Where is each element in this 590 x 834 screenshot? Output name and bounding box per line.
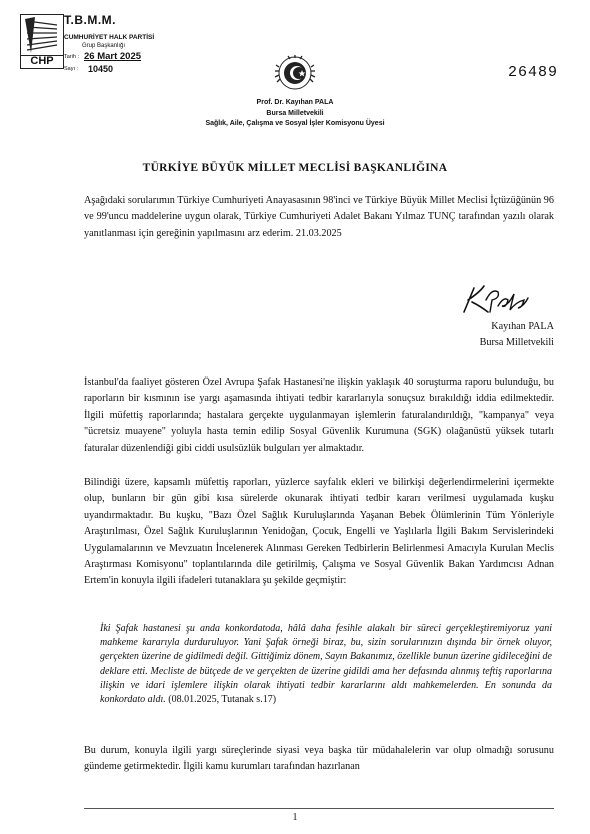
document-title: TÜRKİYE BÜYÜK MİLLET MECLİSİ BAŞKANLIĞINA <box>142 162 448 174</box>
quote-reference: (08.01.2025, Tutanak s.17) <box>168 694 277 706</box>
tbmm-emblem-icon <box>270 55 320 91</box>
stamp-group: Grup Başkanlığı <box>82 43 126 49</box>
stamp-title: T.B.M.M. <box>64 13 116 27</box>
stamp-number: 10450 <box>88 64 114 74</box>
closing-paragraph: Bu durum, konuyla ilgili yargı süreçlerinde siyasi veya başka tür müdahalelerin var olup olmadığı sorusunu gündeme getirmektedir. İlgili kamu kurumları tarafından hazırlanan <box>84 745 554 773</box>
quote-block <box>100 622 552 707</box>
author-name: Prof. Dr. Kayıhan PALA <box>256 99 334 106</box>
author-committee: Sağlık, Aile, Çalışma ve Sosyal İşler Komisyonu Üyesi <box>205 120 385 127</box>
chp-arrows-icon <box>21 15 63 55</box>
handwritten-signature <box>458 282 548 318</box>
intro-paragraph: Aşağıdaki sorularımın Türkiye Cumhuriyeti Anayasasının 98'inci ve Türkiye Büyük Millet Meclisi İçtüzüğünün 96 ve 99'uncu maddelerine uygun olarak, Türkiye Cumhuriyeti Adalet Bakanı Yılmaz TUNÇ tarafından yazılı olarak yanıtlanması için gereğinin yapılmasını arz ederim. 21.03.2025 <box>84 195 554 239</box>
author-role: Bursa Milletvekili <box>266 109 324 117</box>
signature-role: Bursa Milletvekili <box>479 337 554 348</box>
tbmm-seal <box>270 55 320 91</box>
chp-logo <box>20 14 64 56</box>
body-paragraph-1: İstanbul'da faaliyet gösteren Özel Avrupa Şafak Hastanesi'ne ilişkin yaklaşık 40 soruşturma raporu bulunduğu, bu raporların bir kısmının ise yargı aşamasında ihtiyati tedbir kararlarıyla sonuçsuz bırakıldığı iddia edilmektedir. İlgili müfettiş raporlarında; hastalara gerçekte uygulanmayan işlemlerin faturalandırıldığı, "kampanya" veya "ücretsiz muayene" yoluyla hasta temin edilip Sosyal Güvenlik Kurumuna (SGK) olağanüstü yüksek tutarlı faturalar düzenlendiği gibi ciddi usulsüzlük bulguları yer almaktadır. <box>84 377 554 454</box>
chp-label: CHP <box>20 54 64 69</box>
stamp-date: 26 Mart 2025 <box>84 51 142 62</box>
body-paragraph-2: Bilindiği üzere, kapsamlı müfettiş raporları, yüzlerce sayfalık ekleri ve bilirkişi değerlendirmelerini içermekte olup, bunların bir gün gibi kısa sürelerde okunarak ihtiyati tedbir kararı verilmesi uygulamada kuşku uyandırmaktadır. Bu kuşku, "Bazı Özel Sağlık Kuruluşlarında Yaşanan Bebek Ölümlerinin Tüm Yönleriyle Araştırılması, Özel Sağlık Kuruluşlarının Yenidoğan, Çocuk, Engelli ve Yaşlılarla İlgili Bakım Servislerindeki Uygulamalarının ve Mevzuatın İncelenerek Alınması Gereken Tedbirlerin Belirlenmesi Amacıyla Kurulan Meclis Araştırması Komisyonu" toplantılarında dile getirilmiş, Çalışma ve Sosyal Güvenlik Bakan Yardımcısı Adnan Ertem'in konuyla ilgili ifadeleri tutanaklara şu şekilde geçmiştir: <box>84 477 554 587</box>
footer-divider <box>84 808 554 809</box>
stamp-date-label: Tarih : <box>64 54 79 60</box>
quote-text: İki Şafak hastanesi şu anda konkordatoda, hâlâ daha fesihle alakalı bir süreci gerçekleştiremiyoruz yani mahkeme kararıyla durduruluyor. Yani Şafak örneği biraz, bu, sizin sorularınızın dışında bir örnek oluyor, gerçekten üzerine de gidilmedi değil. Gittiğimiz dönem, Sayın Bakanımız, özellikle bunun üzerine gidileceğini de deklare etti. Mecliste de bütçede de ve gerçekten de üzerine gidildi ama her defasında alınmış teftiş raporlarına ilişkin ve idari işlemlere ilişkin olarak ihtiyati tedbir kararlarını aldı mahkemelerden. En sonunda da konkordato aldı. <box>100 623 552 706</box>
page-number: 1 <box>292 812 298 823</box>
stamp-party: CUMHURİYET HALK PARTİSİ <box>64 34 155 41</box>
document-number: 26489 <box>508 64 559 81</box>
signature-name: Kayıhan PALA <box>491 321 554 332</box>
stamp-number-label: Sayı : <box>64 66 79 72</box>
